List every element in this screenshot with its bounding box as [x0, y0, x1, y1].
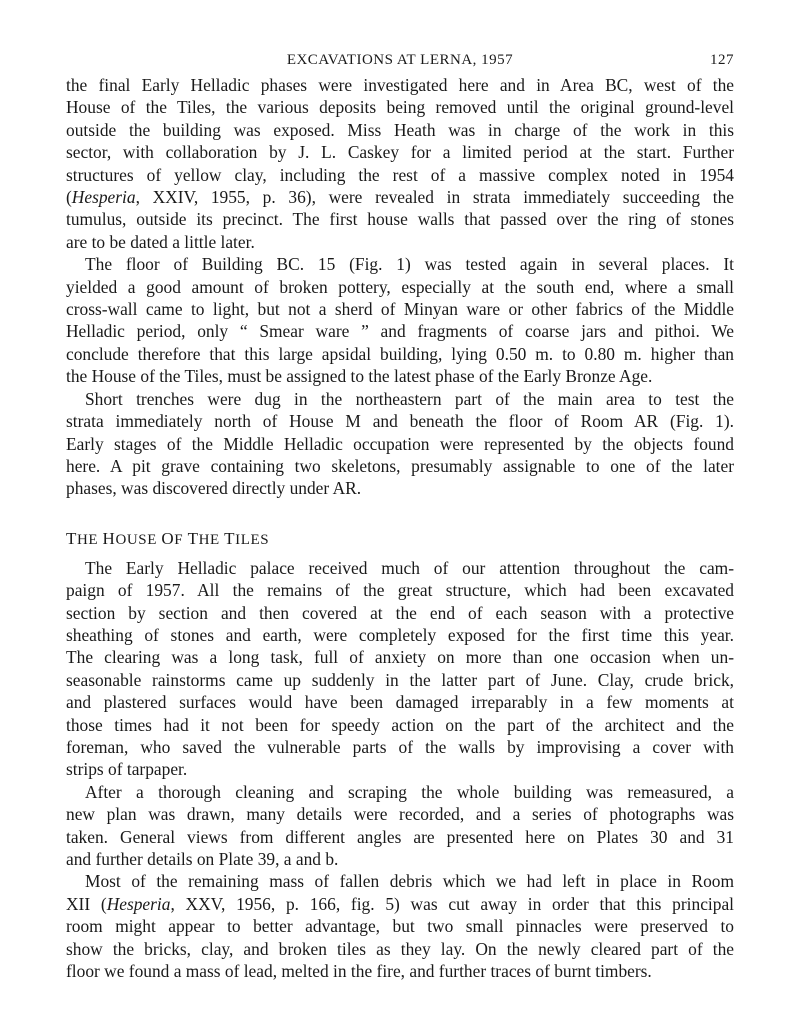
text-line: the final Early Helladic phases were investigated here and in Area BC, west of the	[66, 75, 734, 95]
text-line: new plan was drawn, many details were recorded, and a series of photographs was	[66, 804, 734, 825]
text-line-with-citation	[66, 893, 734, 915]
citation-open: XII (	[66, 893, 107, 914]
text-line: and further details on Plate 39, a and b.	[66, 849, 339, 869]
text-line: the House of the Tiles, must be assigned to the latest phase of the Early Bronze Age.	[66, 366, 653, 387]
section-heading-text: THE HOUSE OF THE TILES	[66, 528, 270, 548]
text-line: section by section and then covered at the end of each season with a protective	[66, 602, 734, 623]
text-line: strips of tarpaper.	[66, 759, 188, 780]
text-line: Most of the remaining mass of fallen debris which we had left in place in Room	[85, 871, 734, 892]
text-line: sheathing of stones and earth, were completely exposed for the first time this year.	[66, 624, 734, 645]
text-line: phases, was discovered directly under AR.	[66, 478, 362, 499]
text-line: floor we found a mass of lead, melted in the fire, and further traces of burnt timbers.	[66, 961, 652, 982]
paragraph-6	[66, 870, 734, 982]
text-line: The clearing was a long task, full of anxiety on more than one occasion when un-	[66, 647, 734, 668]
text-line: seasonable rainstorms came up suddenly in the latter part of June. Clay, crude brick,	[66, 669, 734, 690]
text-line: those times had it not been for speedy action on the part of the architect and the	[66, 714, 734, 735]
journal-title: Hesperia	[71, 187, 136, 208]
text-line: outside the building was exposed. Miss Heath was in charge of the work in this	[66, 119, 734, 140]
running-head: EXCAVATIONS AT LERNA, 1957	[286, 52, 514, 68]
text-line: Early stages of the Middle Helladic occupation were represented by the objects found	[66, 433, 734, 454]
text-line: room might appear to better advantage, but two small pinnacles were preserved to	[66, 916, 734, 937]
text-line: House of the Tiles, the various deposits being removed until the original ground-level	[66, 97, 734, 118]
text-line: The Early Helladic palace received much of our attention throughout the cam-	[85, 557, 734, 578]
citation-open: (	[66, 187, 72, 208]
text-line: structures of yellow clay, including the rest of a massive complex noted in 1954	[66, 164, 734, 185]
text-line: Helladic period, only “ Smear ware ” and fragments of coarse jars and pithoi. We	[66, 321, 734, 342]
text-line: The floor of Building BC. 15 (Fig. 1) was tested again in several places. It	[85, 254, 734, 275]
paragraph-4	[66, 557, 734, 781]
text-line: Short trenches were dug in the northeastern part of the main area to test the	[85, 388, 734, 409]
text-line: taken. General views from different angles are presented here on Plates 30 and 31	[66, 826, 734, 847]
text-line-with-citation	[66, 186, 734, 208]
text-line: yielded a good amount of broken pottery, especially at the south end, where a small	[66, 276, 734, 297]
text-line: foreman, who saved the vulnerable parts of the walls by improvising a cover with	[66, 736, 734, 757]
text-line: sector, with collaboration by J. L. Caskey for a limited period at the start. Further	[66, 142, 734, 163]
page-number: 127	[710, 52, 734, 68]
paragraph-2	[66, 253, 734, 387]
citation-rest: , XXV, 1956, p. 166, fig. 5) was cut away in order that this principal	[170, 893, 734, 914]
page	[66, 48, 734, 982]
text-line: cross-wall came to light, but not a sherd of Minyan ware or other fabrics of the Middle	[66, 299, 734, 320]
paragraph-3	[66, 388, 734, 500]
text-line: here. A pit grave containing two skeletons, presumably assignable to one of the later	[66, 455, 734, 476]
section-spacer	[66, 500, 734, 528]
text-line: After a thorough cleaning and scraping the whole building was remeasured, a	[85, 781, 734, 802]
paragraph-5	[66, 781, 734, 871]
page-header	[66, 48, 734, 74]
text-line: are to be dated a little later.	[66, 231, 255, 252]
text-line: tumulus, outside its precinct. The first house walls that passed over the ring of stones	[66, 209, 734, 230]
text-line: paign of 1957. All the remains of the great structure, which had been excavated	[66, 580, 734, 601]
text-line: conclude therefore that this large apsidal building, lying 0.50 m. to 0.80 m. higher than	[66, 343, 734, 364]
journal-title: Hesperia	[106, 893, 171, 914]
text-line: strata immediately north of House M and beneath the floor of Room AR (Fig. 1).	[66, 411, 734, 432]
paragraph-1	[66, 74, 734, 253]
citation-rest: , XXIV, 1955, p. 36), were revealed in strata immediately succeeding the	[135, 187, 734, 208]
section-heading	[66, 528, 734, 551]
text-line: and plastered surfaces would have been damaged irreparably in a few moments at	[66, 692, 734, 713]
text-line: show the bricks, clay, and broken tiles as they lay. On the newly cleared part of the	[66, 938, 734, 959]
